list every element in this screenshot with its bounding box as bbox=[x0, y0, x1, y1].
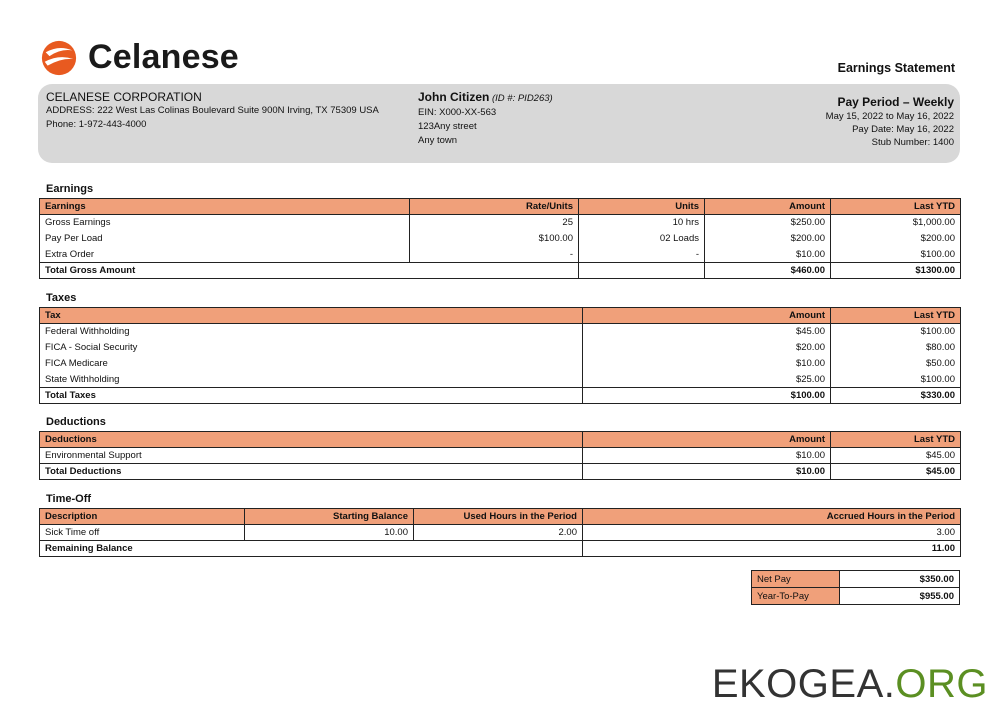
total-amount: $460.00 bbox=[705, 263, 831, 279]
table-row bbox=[40, 324, 961, 340]
employee-town: Any town bbox=[418, 135, 458, 146]
column-header: Accrued Hours in the Period bbox=[583, 509, 961, 525]
table-cell: Environmental Support bbox=[40, 448, 583, 464]
table-header-row bbox=[40, 509, 961, 525]
total-ytd: $45.00 bbox=[831, 464, 961, 480]
table-cell: FICA Medicare bbox=[40, 356, 583, 372]
celanese-logo-icon bbox=[40, 39, 78, 77]
employee-name: John Citizen bbox=[418, 90, 490, 104]
table-cell: FICA - Social Security bbox=[40, 340, 583, 356]
total-label: Remaining Balance bbox=[40, 541, 583, 557]
column-header: Units bbox=[579, 199, 705, 215]
header-info-box bbox=[38, 84, 960, 163]
table-header-row bbox=[40, 199, 961, 215]
total-amount: $10.00 bbox=[583, 464, 831, 480]
table-cell: $100.00 bbox=[410, 231, 579, 247]
pay-period-info bbox=[826, 94, 954, 149]
table-header-row bbox=[40, 432, 961, 448]
table-cell: $25.00 bbox=[583, 372, 831, 388]
table-cell: 10.00 bbox=[245, 525, 414, 541]
column-header: Description bbox=[40, 509, 245, 525]
earnings-section-title: Earnings bbox=[46, 183, 94, 195]
table-cell: $20.00 bbox=[583, 340, 831, 356]
timeoff-table bbox=[39, 508, 961, 557]
table-row bbox=[40, 247, 961, 263]
table-cell: $100.00 bbox=[831, 247, 961, 263]
company-phone: Phone: 1-972-443-4000 bbox=[46, 119, 147, 130]
table-cell: - bbox=[579, 247, 705, 263]
deductions-table bbox=[39, 431, 961, 480]
table-cell: 10 hrs bbox=[579, 215, 705, 231]
pay-period-title: Pay Period – Weekly bbox=[837, 95, 954, 109]
document-title: Earnings Statement bbox=[837, 61, 955, 75]
table-cell: $200.00 bbox=[831, 231, 961, 247]
remaining-balance: 11.00 bbox=[583, 541, 961, 557]
column-header: Starting Balance bbox=[245, 509, 414, 525]
table-cell: State Withholding bbox=[40, 372, 583, 388]
column-header: Amount bbox=[705, 199, 831, 215]
pay-summary-table bbox=[751, 570, 960, 605]
table-cell: Gross Earnings bbox=[40, 215, 410, 231]
deductions-section-title: Deductions bbox=[46, 416, 106, 428]
table-row bbox=[752, 588, 960, 605]
total-row bbox=[40, 388, 961, 404]
year-to-pay-label: Year-To-Pay bbox=[752, 588, 840, 605]
net-pay-value: $350.00 bbox=[840, 571, 960, 588]
table-cell: $50.00 bbox=[831, 356, 961, 372]
table-header-row bbox=[40, 308, 961, 324]
total-label: Total Taxes bbox=[40, 388, 583, 404]
table-cell: $10.00 bbox=[583, 448, 831, 464]
total-ytd: $330.00 bbox=[831, 388, 961, 404]
table-cell: $1,000.00 bbox=[831, 215, 961, 231]
timeoff-section-title: Time-Off bbox=[46, 493, 92, 505]
table-cell: 3.00 bbox=[583, 525, 961, 541]
company-name: CELANESE CORPORATION bbox=[46, 90, 202, 104]
employee-id: (ID #: PID263) bbox=[491, 93, 553, 104]
table-cell: $80.00 bbox=[831, 340, 961, 356]
total-label: Total Gross Amount bbox=[40, 263, 579, 279]
table-cell: $200.00 bbox=[705, 231, 831, 247]
table-cell: - bbox=[410, 247, 579, 263]
total-row bbox=[40, 541, 961, 557]
taxes-table bbox=[39, 307, 961, 404]
column-header: Last YTD bbox=[831, 199, 961, 215]
table-row bbox=[40, 448, 961, 464]
watermark-text-main: EKOGEA. bbox=[711, 662, 896, 706]
table-row bbox=[40, 340, 961, 356]
company-info bbox=[46, 90, 406, 132]
table-cell: $10.00 bbox=[705, 247, 831, 263]
table-cell: Federal Withholding bbox=[40, 324, 583, 340]
net-pay-label: Net Pay bbox=[752, 571, 840, 588]
total-label: Total Deductions bbox=[40, 464, 583, 480]
table-row bbox=[40, 215, 961, 231]
employee-street: 123Any street bbox=[418, 121, 477, 132]
total-row bbox=[40, 464, 961, 480]
table-row bbox=[752, 571, 960, 588]
earnings-table bbox=[39, 198, 961, 279]
year-to-pay-value: $955.00 bbox=[840, 588, 960, 605]
table-cell: $250.00 bbox=[705, 215, 831, 231]
table-cell: $45.00 bbox=[831, 448, 961, 464]
column-header: Last YTD bbox=[831, 432, 961, 448]
watermark-text-accent: ORG bbox=[895, 662, 988, 706]
table-row bbox=[40, 525, 961, 541]
pay-date: Pay Date: May 16, 2022 bbox=[852, 124, 954, 135]
column-header: Earnings bbox=[40, 199, 410, 215]
table-cell: Extra Order bbox=[40, 247, 410, 263]
table-cell: Sick Time off bbox=[40, 525, 245, 541]
column-header: Amount bbox=[583, 308, 831, 324]
pay-period-range: May 15, 2022 to May 16, 2022 bbox=[825, 111, 954, 122]
table-cell bbox=[579, 263, 705, 279]
total-amount: $100.00 bbox=[583, 388, 831, 404]
table-cell: 2.00 bbox=[414, 525, 583, 541]
table-cell: Pay Per Load bbox=[40, 231, 410, 247]
column-header: Deductions bbox=[40, 432, 583, 448]
company-address: ADDRESS: 222 West Las Colinas Boulevard Suite 900N Irving, TX 75309 USA bbox=[46, 105, 379, 116]
employee-info bbox=[418, 90, 553, 148]
table-row bbox=[40, 231, 961, 247]
table-row bbox=[40, 356, 961, 372]
table-row bbox=[40, 372, 961, 388]
total-row bbox=[40, 263, 961, 279]
column-header: Last YTD bbox=[831, 308, 961, 324]
company-logo bbox=[40, 38, 239, 77]
column-header: Tax bbox=[40, 308, 583, 324]
taxes-section-title: Taxes bbox=[46, 292, 77, 304]
table-cell: $10.00 bbox=[583, 356, 831, 372]
table-cell: $100.00 bbox=[831, 372, 961, 388]
table-cell: $100.00 bbox=[831, 324, 961, 340]
employee-ein: EIN: X000-XX-563 bbox=[418, 107, 497, 118]
watermark bbox=[712, 662, 988, 707]
column-header: Used Hours in the Period bbox=[414, 509, 583, 525]
column-header: Rate/Units bbox=[410, 199, 579, 215]
stub-number: Stub Number: 1400 bbox=[871, 137, 954, 148]
total-ytd: $1300.00 bbox=[831, 263, 961, 279]
column-header: Amount bbox=[583, 432, 831, 448]
table-cell: 02 Loads bbox=[579, 231, 705, 247]
table-cell: $45.00 bbox=[583, 324, 831, 340]
logo-text: Celanese bbox=[88, 38, 239, 76]
table-cell: 25 bbox=[410, 215, 579, 231]
